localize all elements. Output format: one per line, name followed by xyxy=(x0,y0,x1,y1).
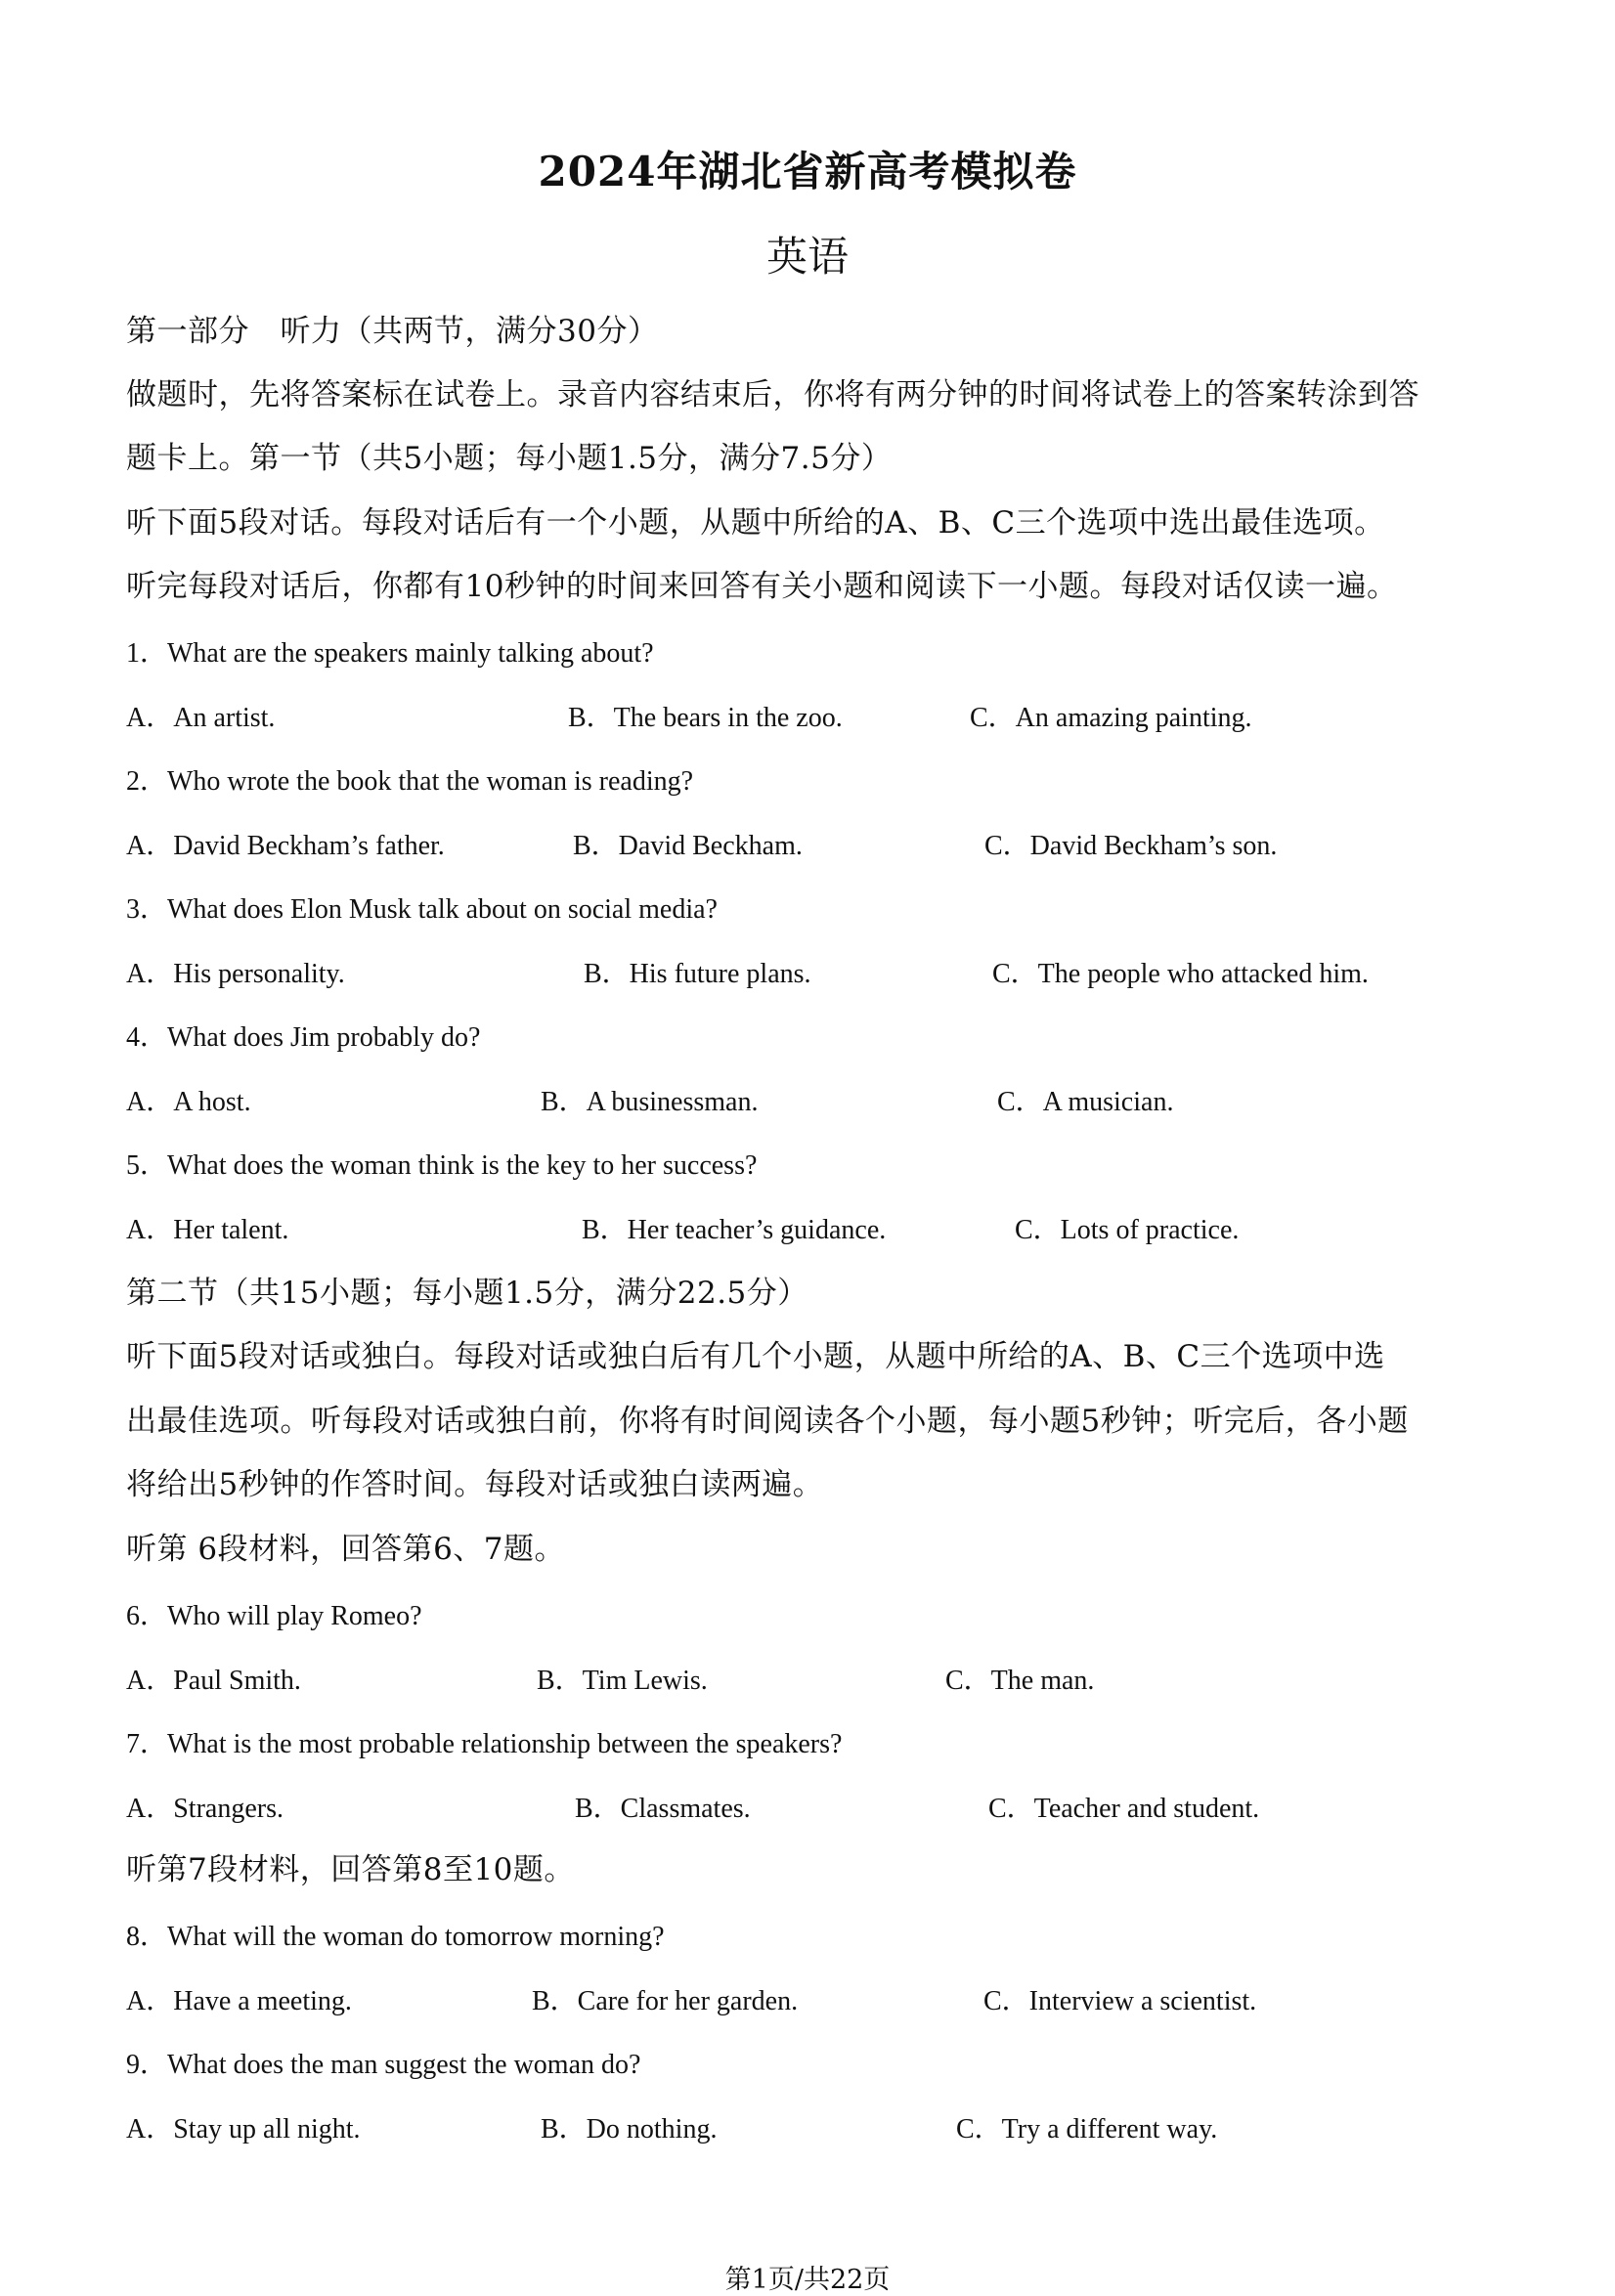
material-heading: 听第 6段材料，回答第6、7题。 xyxy=(126,1532,566,1567)
option-a: A．Paul Smith. xyxy=(126,1666,301,1696)
option-c: C．David Beckham’s son. xyxy=(984,831,1278,861)
option-b: B．Do nothing. xyxy=(541,2114,718,2144)
question-stem: 9．What does the man suggest the woman do? xyxy=(126,2050,641,2080)
material-heading: 听第7段材料，回答第8至10题。 xyxy=(126,1852,575,1887)
option-a: A．His personality. xyxy=(126,959,345,989)
section2-instruction-line: 出最佳选项。听每段对话或独白前，你将有时间阅读各个小题，每小题5秒钟；听完后，各小题 xyxy=(126,1404,1409,1439)
section1-instruction-line: 听完每段对话后，你都有10秒钟的时间来回答有关小题和阅读下一小题。每段对话仅读一遍。 xyxy=(126,569,1398,604)
section1-heading: 第一部分 听力（共两节，满分30分） xyxy=(126,314,659,349)
page-footer: 第1页/共22页 xyxy=(724,2265,891,2295)
option-b: B．A businessman. xyxy=(541,1087,759,1117)
option-c: C．Teacher and student. xyxy=(988,1794,1260,1824)
section1-instruction-line: 做题时，先将答案标在试卷上。录音内容结束后，你将有两分钟的时间将试卷上的答案转涂到答 xyxy=(126,377,1419,412)
question-stem: 3．What does Elon Musk talk about on social media? xyxy=(126,894,718,925)
question-stem: 8．What will the woman do tomorrow morning? xyxy=(126,1922,665,1952)
question-stem: 1．What are the speakers mainly talking about? xyxy=(126,638,654,669)
section2-instruction-line: 听下面5段对话或独白。每段对话或独白后有几个小题，从题中所给的A、B、C三个选项中选 xyxy=(126,1339,1385,1374)
question-stem: 6．Who will play Romeo? xyxy=(126,1601,422,1631)
option-a: A．Have a meeting. xyxy=(126,1986,352,2016)
option-c: C．The man. xyxy=(945,1666,1095,1696)
option-c: C．Lots of practice. xyxy=(1015,1215,1240,1245)
option-c: C．A musician. xyxy=(997,1087,1174,1117)
question-stem: 5．What does the woman think is the key to her success? xyxy=(126,1150,758,1181)
option-c: C．The people who attacked him. xyxy=(992,959,1369,989)
option-b: B．Classmates. xyxy=(575,1794,751,1824)
option-c: C．Interview a scientist. xyxy=(983,1986,1257,2016)
option-b: B．Care for her garden. xyxy=(532,1986,799,2016)
page-subtitle: 英语 xyxy=(765,233,849,281)
section2-heading: 第二节（共15小题；每小题1.5分，满分22.5分） xyxy=(126,1276,808,1311)
section1-instruction-line: 听下面5段对话。每段对话后有一个小题，从题中所给的A、B、C三个选项中选出最佳选项。 xyxy=(126,505,1385,541)
question-stem: 4．What does Jim probably do? xyxy=(126,1022,481,1053)
option-b: B．Tim Lewis. xyxy=(537,1666,708,1696)
option-a: A．Her talent. xyxy=(126,1215,289,1245)
option-c: C．Try a different way. xyxy=(956,2114,1218,2144)
option-b: B．David Beckham. xyxy=(573,831,803,861)
option-b: B．The bears in the zoo. xyxy=(568,703,843,733)
question-stem: 7．What is the most probable relationship between the speakers? xyxy=(126,1729,843,1759)
page-title: 2024年湖北省新高考模拟卷 xyxy=(538,148,1077,195)
question-stem: 2．Who wrote the book that the woman is reading? xyxy=(126,766,694,797)
section2-instruction-line: 将给出5秒钟的作答时间。每段对话或独白读两遍。 xyxy=(126,1467,824,1502)
option-a: A．Stay up all night. xyxy=(126,2114,361,2144)
option-a: A．David Beckham’s father. xyxy=(126,831,445,861)
section1-instruction-line: 题卡上。第一节（共5小题；每小题1.5分，满分7.5分） xyxy=(126,441,893,476)
option-b: B．Her teacher’s guidance. xyxy=(582,1215,887,1245)
option-a: A．Strangers. xyxy=(126,1794,284,1824)
option-a: A．An artist. xyxy=(126,703,276,733)
option-b: B．His future plans. xyxy=(584,959,811,989)
option-a: A．A host. xyxy=(126,1087,251,1117)
option-c: C．An amazing painting. xyxy=(970,703,1252,733)
